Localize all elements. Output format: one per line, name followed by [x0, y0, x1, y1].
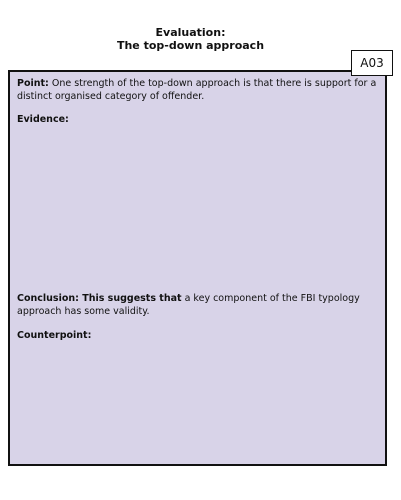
counterpoint-label: Counterpoint: [17, 330, 92, 341]
evidence-label: Evidence: [17, 114, 69, 125]
point-text: One strength of the top-down approach is that there is support for a distinct organised category of offender. [17, 78, 377, 102]
evidence-section [17, 113, 377, 126]
conclusion-label: Conclusion: This suggests that [17, 293, 182, 304]
conclusion-text: a key component of the FBI typology approach has some validity. [17, 293, 360, 317]
assessment-objective-badge: A03 [351, 50, 393, 76]
counterpoint-section [17, 329, 377, 342]
point-label: Point: [17, 78, 49, 89]
point-section [17, 77, 377, 103]
evaluation-box [8, 70, 387, 466]
title-line-1: Evaluation: [155, 26, 226, 39]
conclusion-section [17, 292, 377, 318]
worksheet-title [0, 26, 381, 52]
title-line-2: The top-down approach [116, 39, 265, 52]
